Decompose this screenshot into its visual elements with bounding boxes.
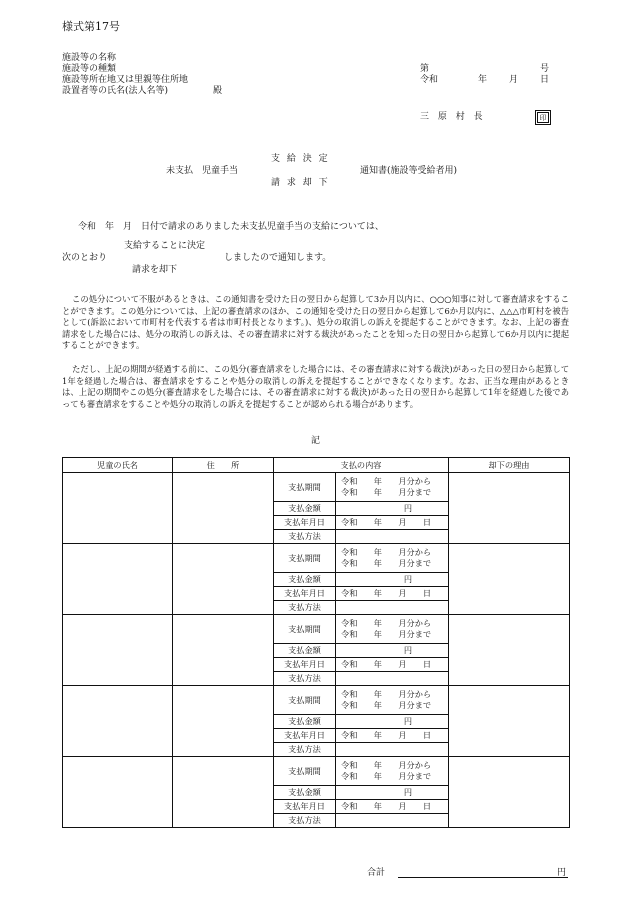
date-label: 支払年月日 — [274, 800, 336, 814]
amount-label: 支払金額 — [274, 573, 336, 587]
method-value[interactable] — [336, 814, 449, 828]
date-value[interactable]: 令和 年 月 日 — [336, 587, 449, 601]
date-label: 支払年月日 — [274, 729, 336, 743]
address-cell[interactable] — [173, 615, 274, 686]
child-name-cell[interactable] — [63, 544, 173, 615]
period-label: 支払期間 — [274, 757, 336, 786]
address-cell[interactable] — [173, 757, 274, 828]
header-rejection-reason: 却下の理由 — [449, 458, 570, 473]
title-suffix: 通知書(施設等受給者用) — [360, 166, 458, 176]
body-ending: しましたので通知します。 — [224, 253, 332, 263]
header-child-name: 児童の氏名 — [63, 458, 173, 473]
doc-date-era: 令和 — [420, 75, 439, 85]
method-value[interactable] — [336, 530, 449, 544]
rejection-reason-cell[interactable] — [449, 686, 570, 757]
amount-value[interactable]: 円 — [336, 644, 449, 658]
period-from: 令和 年 月分から — [341, 760, 432, 770]
child-name-cell[interactable] — [63, 615, 173, 686]
title-decision-top: 支 給 決 定 — [271, 154, 330, 164]
amount-label: 支払金額 — [274, 644, 336, 658]
body-line1: 令和 年 月 日付で請求のありました未支払児童手当の支給については、 — [78, 222, 384, 232]
period-from: 令和 年 月分から — [341, 689, 432, 699]
facility-name-label: 施設等の名称 — [62, 53, 117, 63]
method-label: 支払方法 — [274, 743, 336, 757]
notice-paragraph-1: この処分について不服があるときは、この通知書を受けた日の翌日から起算して3か月以内に、○○○知事に対して審査請求をすることができます。この処分については、上記の審査請求のほか、この通知を受けた日の翌日から起算して6か月以内に、△△△市町村を被告として(訴訟において市町村を代表する者は市町村長となります。)、処分の取消しの訴えを提起することができます。なお、上記の審査請求をした場合には、処分の取消しの訴えは、その審査請求に対する裁決があったことを知った日の翌日から起算して6か月以内に提起することができます。 — [62, 294, 569, 351]
period-value[interactable] — [336, 544, 449, 573]
method-value[interactable] — [336, 743, 449, 757]
date-value[interactable]: 令和 年 月 日 — [336, 658, 449, 672]
date-value[interactable]: 令和 年 月 日 — [336, 800, 449, 814]
header-address: 住 所 — [173, 458, 274, 473]
rejection-reason-cell[interactable] — [449, 615, 570, 686]
total-amount-line — [398, 877, 568, 878]
child-name-cell[interactable] — [63, 686, 173, 757]
form-number: 様式第17号 — [62, 20, 120, 33]
method-label: 支払方法 — [274, 672, 336, 686]
period-to: 令和 年 月分まで — [341, 487, 432, 497]
period-to: 令和 年 月分まで — [341, 700, 432, 710]
doc-date-day: 日 — [540, 75, 550, 85]
date-value[interactable]: 令和 年 月 日 — [336, 516, 449, 530]
total-label: 合計 — [367, 868, 386, 878]
address-cell[interactable] — [173, 686, 274, 757]
amount-label: 支払金額 — [274, 502, 336, 516]
table-row — [63, 686, 570, 715]
period-value[interactable] — [336, 473, 449, 502]
doc-number-dai: 第 — [420, 64, 430, 74]
issuer-title: 三 原 村 長 — [420, 112, 486, 122]
period-label: 支払期間 — [274, 473, 336, 502]
period-value[interactable] — [336, 757, 449, 786]
total-unit: 円 — [557, 868, 567, 878]
table-row — [63, 544, 570, 573]
method-label: 支払方法 — [274, 530, 336, 544]
date-label: 支払年月日 — [274, 587, 336, 601]
address-cell[interactable] — [173, 473, 274, 544]
period-to: 令和 年 月分まで — [341, 558, 432, 568]
method-label: 支払方法 — [274, 814, 336, 828]
child-name-cell[interactable] — [63, 473, 173, 544]
table-row — [63, 757, 570, 786]
amount-value[interactable]: 円 — [336, 715, 449, 729]
date-value[interactable]: 令和 年 月 日 — [336, 729, 449, 743]
period-from: 令和 年 月分から — [341, 476, 432, 486]
period-value[interactable] — [336, 686, 449, 715]
notice-paragraph-2: ただし、上記の期間が経過する前に、この処分(審査請求をした場合には、その審査請求に対する裁決)があった日の翌日から起算して1年を経過した場合は、審査請求をすることや処分の取消しの訴えを提起することができなくなります。なお、正当な理由があるときは、上記の期間やこの処分(審査請求をした場合には、その審査請求に対する裁決)があった日の翌日から起算して1年を経過した後であっても審査請求をすることや処分の取消しの訴えを提起することが認められる場合があります。 — [62, 364, 569, 409]
doc-date-month: 月 — [509, 75, 519, 85]
doc-number-go: 号 — [540, 64, 550, 74]
amount-label: 支払金額 — [274, 715, 336, 729]
founder-name-label: 設置者等の氏名(法人名等) — [62, 86, 169, 96]
date-label: 支払年月日 — [274, 658, 336, 672]
method-label: 支払方法 — [274, 601, 336, 615]
method-value[interactable] — [336, 672, 449, 686]
date-label: 支払年月日 — [274, 516, 336, 530]
period-to: 令和 年 月分まで — [341, 629, 432, 639]
rejection-reason-cell[interactable] — [449, 757, 570, 828]
ki-label: 記 — [311, 436, 321, 446]
title-prefix: 未支払 児童手当 — [166, 166, 239, 176]
amount-value[interactable]: 円 — [336, 786, 449, 800]
header-payment-contents: 支払の内容 — [274, 458, 449, 473]
rejection-reason-cell[interactable] — [449, 544, 570, 615]
period-label: 支払期間 — [274, 615, 336, 644]
amount-value[interactable]: 円 — [336, 502, 449, 516]
body-next: 次のとおり — [62, 253, 108, 263]
facility-type-label: 施設等の種類 — [62, 64, 117, 74]
period-label: 支払期間 — [274, 686, 336, 715]
honorific: 殿 — [213, 86, 223, 96]
period-from: 令和 年 月分から — [341, 547, 432, 557]
seal-mark — [535, 110, 551, 125]
period-from: 令和 年 月分から — [341, 618, 432, 628]
seal-glyph: 印 — [537, 112, 549, 123]
period-label: 支払期間 — [274, 544, 336, 573]
period-to: 令和 年 月分まで — [341, 771, 432, 781]
facility-address-label: 施設等所在地又は里親等住所地 — [62, 75, 189, 85]
method-value[interactable] — [336, 601, 449, 615]
child-name-cell[interactable] — [63, 757, 173, 828]
doc-date-year: 年 — [478, 75, 488, 85]
period-value[interactable] — [336, 615, 449, 644]
address-cell[interactable] — [173, 544, 274, 615]
title-decision-bottom: 請 求 却 下 — [271, 178, 330, 188]
amount-value[interactable]: 円 — [336, 573, 449, 587]
body-option-reject: 請求を却下 — [132, 265, 178, 275]
table-row — [63, 615, 570, 644]
rejection-reason-cell[interactable] — [449, 473, 570, 544]
table-row — [63, 473, 570, 502]
amount-label: 支払金額 — [274, 786, 336, 800]
body-option-grant: 支給することに決定 — [124, 241, 206, 251]
payment-table — [62, 457, 570, 828]
